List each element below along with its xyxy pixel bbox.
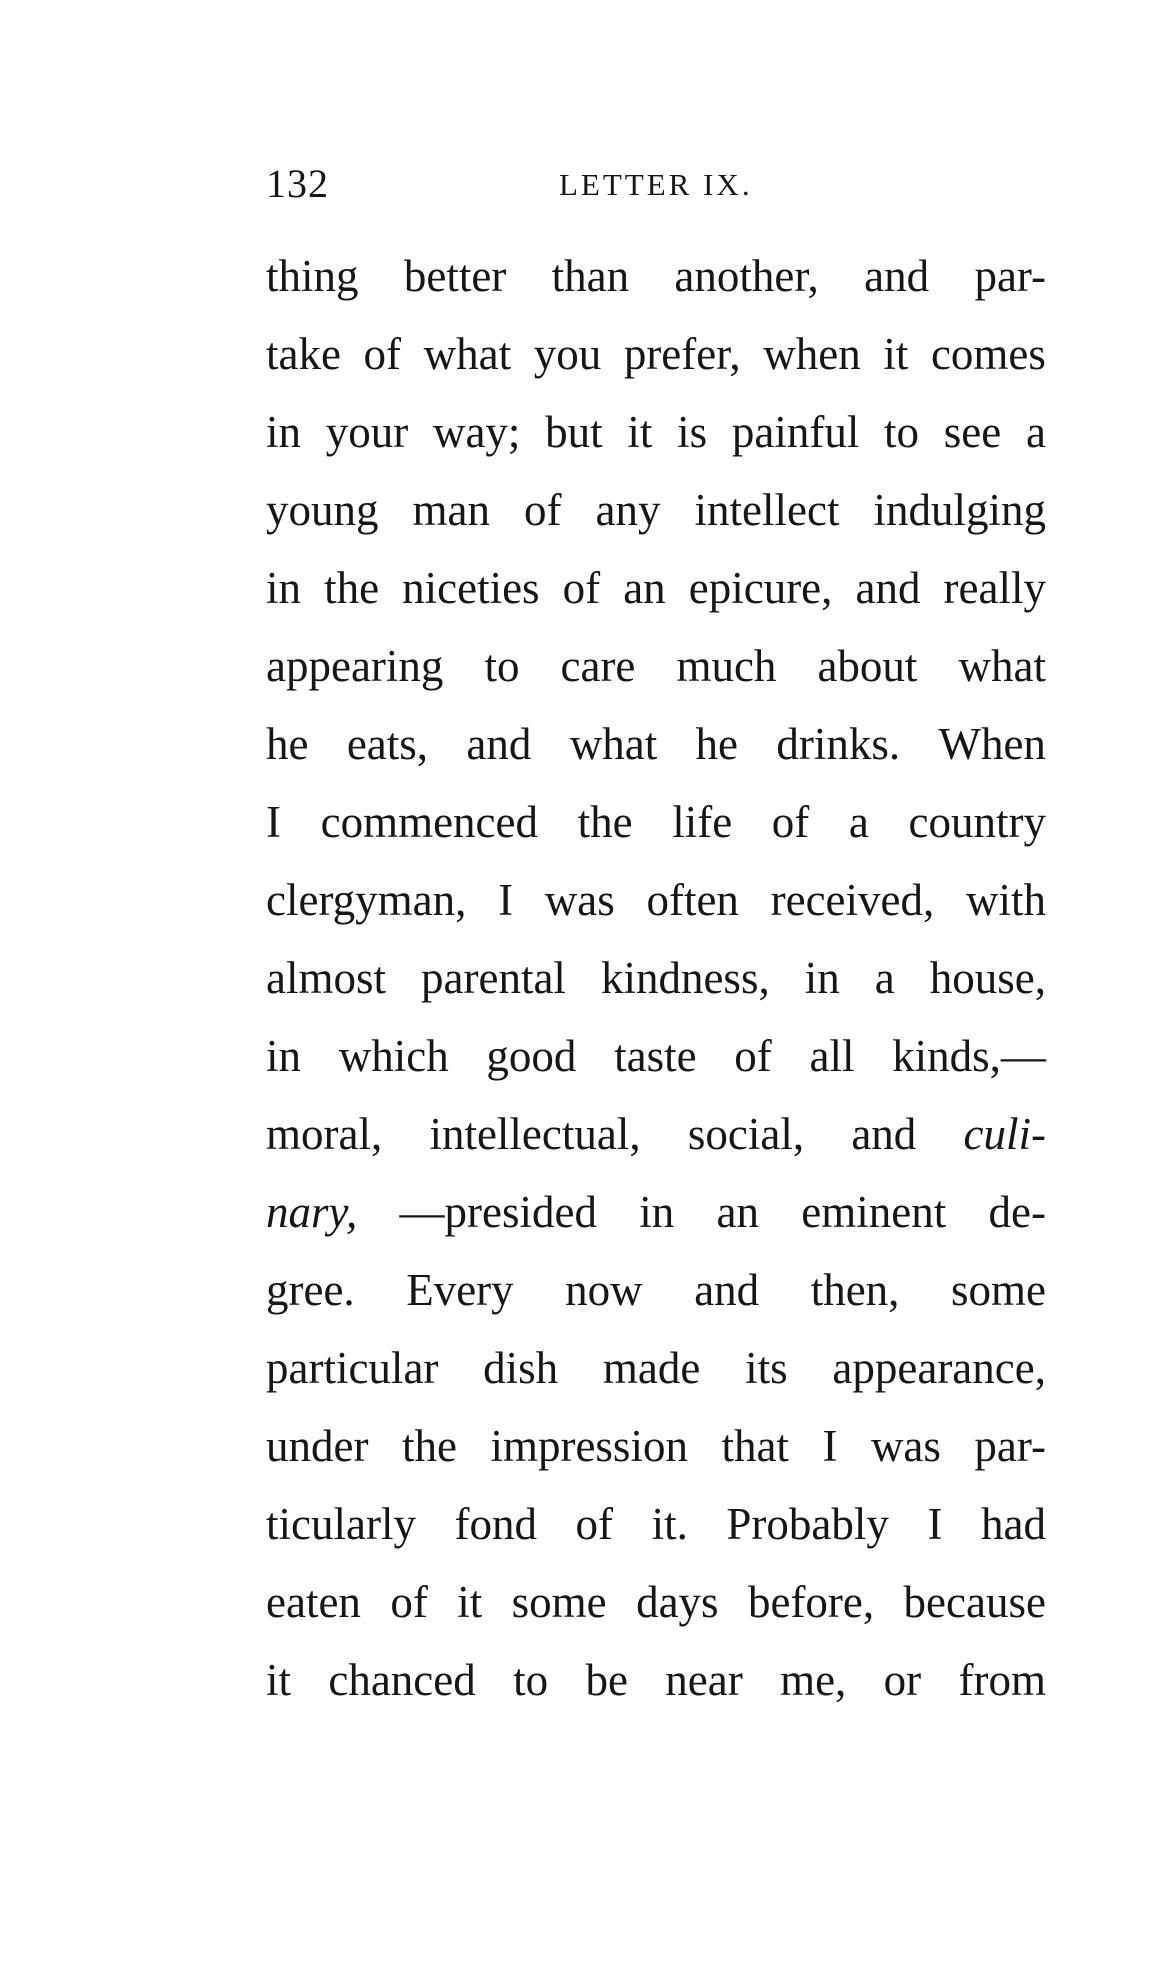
- word: to: [884, 407, 920, 457]
- word: comes: [930, 329, 1046, 379]
- word: of: [562, 563, 601, 613]
- word: When: [938, 719, 1046, 769]
- word: an: [716, 1187, 760, 1237]
- word: Every: [406, 1265, 514, 1315]
- word: dish: [483, 1343, 559, 1393]
- word: better: [403, 251, 507, 301]
- word: it.: [651, 1499, 688, 1549]
- word: chanced: [328, 1655, 476, 1705]
- word: because: [903, 1577, 1046, 1627]
- word: of: [524, 485, 562, 535]
- word: —presided: [399, 1187, 597, 1237]
- word: impression: [490, 1421, 688, 1471]
- word: kinds,—: [892, 1031, 1046, 1081]
- word: par-: [974, 1421, 1046, 1471]
- word: it: [266, 1655, 292, 1705]
- text-line: [266, 1569, 1046, 1647]
- word: eminent: [801, 1187, 947, 1237]
- page-number: 132: [266, 161, 329, 206]
- word: from: [958, 1655, 1046, 1705]
- word: to: [513, 1655, 549, 1705]
- word: what: [423, 329, 512, 379]
- word: is: [677, 407, 708, 457]
- word: house,: [929, 953, 1046, 1003]
- word: in: [639, 1187, 675, 1237]
- word: particular: [266, 1343, 439, 1393]
- word: the: [577, 797, 633, 847]
- word: an: [623, 563, 666, 613]
- word: care: [560, 641, 636, 691]
- word: what: [569, 719, 658, 769]
- word: he: [695, 719, 739, 769]
- word: culi-: [963, 1109, 1046, 1159]
- word: of: [390, 1577, 428, 1627]
- word: any: [595, 485, 661, 535]
- word: appearing: [266, 641, 444, 691]
- word: it: [883, 329, 909, 379]
- word: with: [965, 875, 1046, 925]
- word: par-: [974, 251, 1046, 301]
- word: epicure,: [688, 563, 833, 613]
- word: prefer,: [623, 329, 741, 379]
- word: I: [498, 875, 514, 925]
- word: gree.: [266, 1265, 355, 1315]
- text-line: [266, 1023, 1046, 1101]
- word: be: [585, 1655, 628, 1705]
- word: was: [544, 875, 615, 925]
- text-line: [266, 1491, 1046, 1569]
- word: it: [457, 1577, 483, 1627]
- word: of: [575, 1499, 614, 1549]
- word: its: [745, 1343, 788, 1393]
- word: country: [908, 797, 1046, 847]
- word: eaten: [266, 1577, 361, 1627]
- word: some: [950, 1265, 1046, 1315]
- word: ticularly: [266, 1499, 416, 1549]
- word: take: [266, 329, 341, 379]
- word: than: [551, 251, 630, 301]
- word: and: [851, 1109, 917, 1159]
- word: moral,: [266, 1109, 383, 1159]
- text-line: [266, 633, 1046, 711]
- word: what: [958, 641, 1046, 691]
- word: I: [822, 1421, 838, 1471]
- word: you: [533, 329, 602, 379]
- word: was: [870, 1421, 941, 1471]
- word: intellect: [694, 485, 840, 535]
- word: intellectual,: [429, 1109, 641, 1159]
- text-line: [266, 477, 1046, 555]
- word: days: [636, 1577, 719, 1627]
- word: or: [883, 1655, 922, 1705]
- word: taste: [614, 1031, 697, 1081]
- word: parental: [421, 953, 566, 1003]
- word: see: [943, 407, 1002, 457]
- word: me,: [780, 1655, 847, 1705]
- word: that: [721, 1421, 789, 1471]
- text-line: [266, 555, 1046, 633]
- text-line: [266, 1413, 1046, 1491]
- text-line: [266, 399, 1046, 477]
- word: another,: [674, 251, 819, 301]
- word: now: [565, 1265, 643, 1315]
- body-text: [266, 243, 1046, 1725]
- word: life: [672, 797, 733, 847]
- word: a: [1025, 407, 1046, 457]
- text-line: [266, 867, 1046, 945]
- word: made: [602, 1343, 701, 1393]
- word: way;: [432, 407, 521, 457]
- word: in: [266, 1031, 302, 1081]
- word: before,: [747, 1577, 875, 1627]
- word: I: [927, 1499, 943, 1549]
- word: your: [325, 407, 409, 457]
- word: of: [771, 797, 810, 847]
- word: it: [627, 407, 653, 457]
- word: much: [676, 641, 777, 691]
- word: the: [401, 1421, 457, 1471]
- word: in: [804, 953, 840, 1003]
- word: drinks.: [776, 719, 901, 769]
- word: man: [412, 485, 490, 535]
- word: the: [324, 563, 380, 613]
- word: nary,: [266, 1187, 358, 1237]
- word: of: [734, 1031, 772, 1081]
- text-line: [266, 1101, 1046, 1179]
- word: often: [646, 875, 739, 925]
- word: and: [864, 251, 930, 301]
- word: indulging: [873, 485, 1046, 535]
- word: de-: [988, 1187, 1046, 1237]
- word: then,: [810, 1265, 900, 1315]
- word: painful: [731, 407, 860, 457]
- word: and: [694, 1265, 760, 1315]
- running-head: LETTER IX.: [559, 167, 753, 202]
- word: Probably: [726, 1499, 889, 1549]
- word: near: [665, 1655, 743, 1705]
- word: about: [817, 641, 918, 691]
- word: thing: [266, 251, 359, 301]
- word: received,: [770, 875, 935, 925]
- word: he: [266, 719, 309, 769]
- text-line: [266, 321, 1046, 399]
- text-line: [266, 1257, 1046, 1335]
- word: and: [855, 563, 921, 613]
- text-line: [266, 1179, 1046, 1257]
- word: I: [266, 797, 281, 847]
- word: of: [363, 329, 402, 379]
- word: social,: [687, 1109, 805, 1159]
- word: really: [943, 563, 1046, 613]
- word: some: [511, 1577, 607, 1627]
- word: young: [266, 485, 379, 535]
- word: and: [466, 719, 532, 769]
- text-line: [266, 243, 1046, 321]
- word: almost: [266, 953, 386, 1003]
- word: but: [545, 407, 603, 457]
- word: all: [809, 1031, 855, 1081]
- word: had: [981, 1499, 1046, 1549]
- word: fond: [454, 1499, 537, 1549]
- word: kindness,: [600, 953, 770, 1003]
- word: appearance,: [832, 1343, 1046, 1393]
- word: eats,: [346, 719, 429, 769]
- word: commenced: [320, 797, 539, 847]
- word: a: [848, 797, 869, 847]
- text-line: [266, 711, 1046, 789]
- word: good: [486, 1031, 577, 1081]
- word: in: [266, 563, 302, 613]
- text-line: [266, 789, 1046, 867]
- word: when: [763, 329, 861, 379]
- text-line: [266, 1647, 1046, 1725]
- word: to: [484, 641, 520, 691]
- word: in: [266, 407, 302, 457]
- word: which: [338, 1031, 449, 1081]
- word: niceties: [402, 563, 540, 613]
- word: clergyman,: [266, 875, 467, 925]
- word: a: [874, 953, 895, 1003]
- text-line: [266, 1335, 1046, 1413]
- word: under: [266, 1421, 369, 1471]
- text-line: [266, 945, 1046, 1023]
